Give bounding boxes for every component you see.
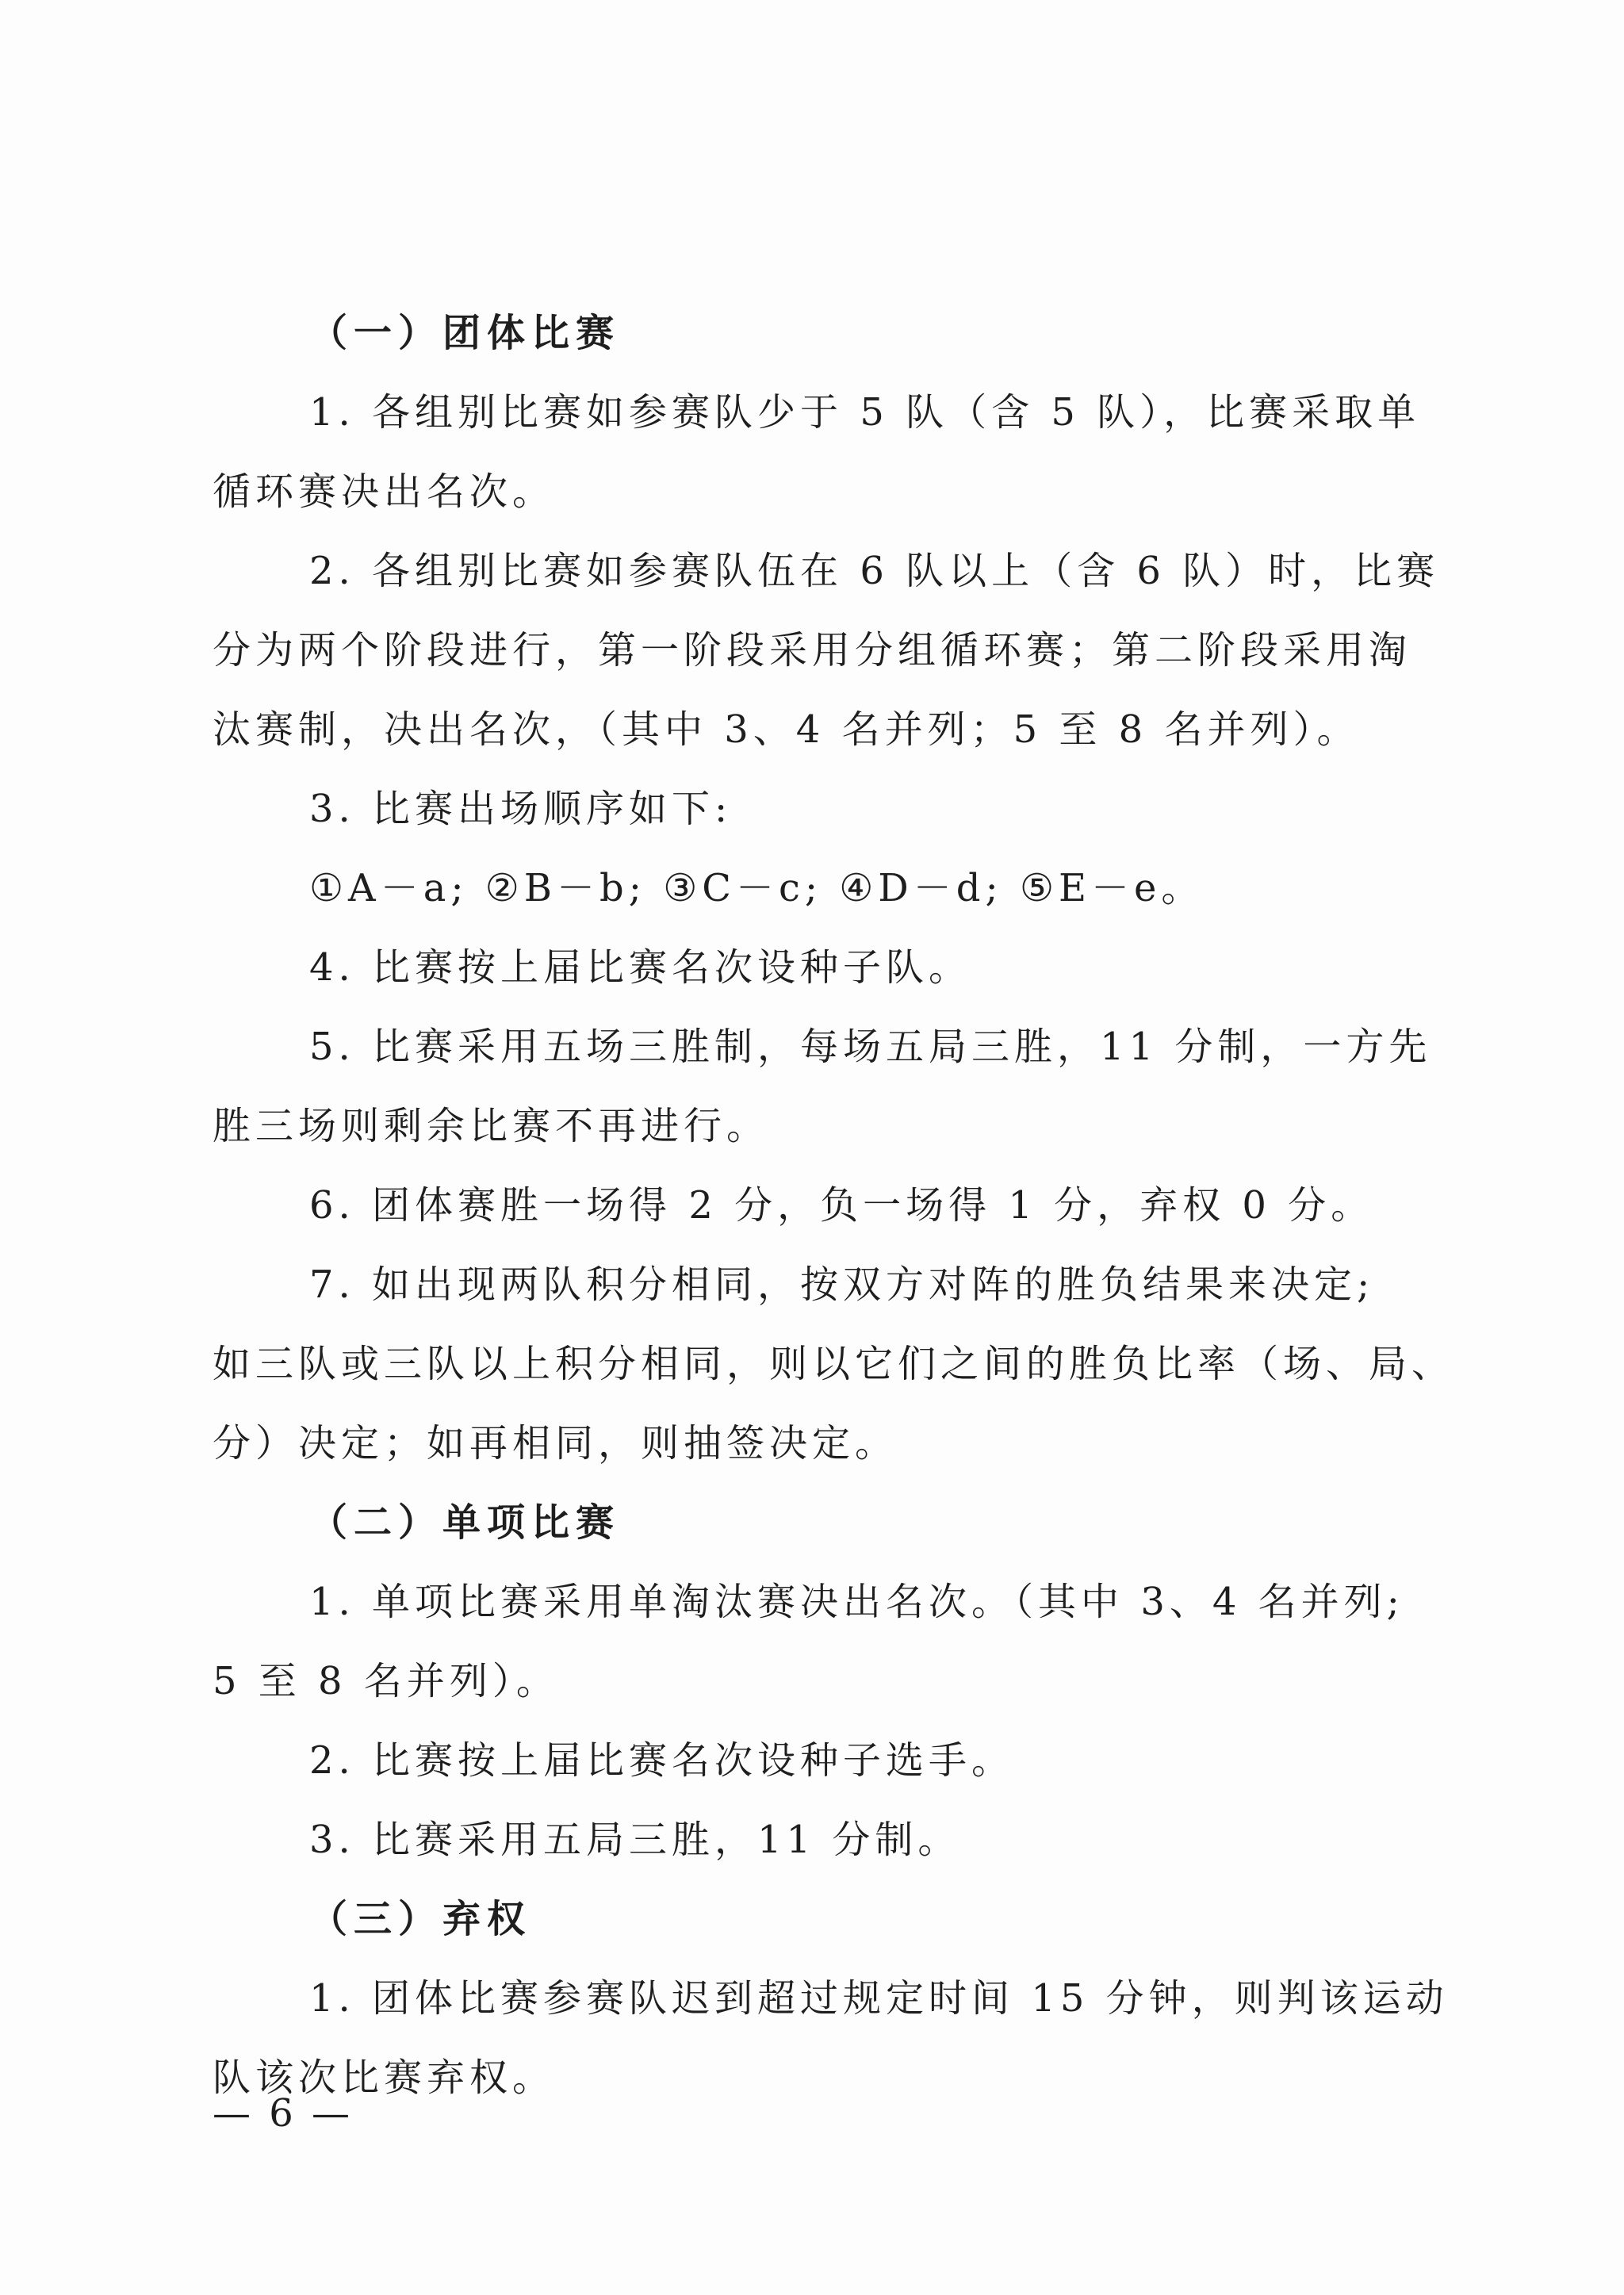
page-number: — 6 — — [213, 2091, 354, 2136]
paragraph-line: 分）决定；如再相同，则抽签决定。 — [213, 1421, 898, 1466]
paragraph-line: 6. 团体赛胜一场得 2 分，负一场得 1 分，弃权 0 分。 — [309, 1183, 1374, 1228]
paragraph-line: 队该次比赛弃权。 — [213, 2056, 556, 2100]
paragraph-line: 循环赛决出名次。 — [213, 469, 556, 514]
paragraph-line: 如三队或三队以上积分相同，则以它们之间的胜负比率（场、局、 — [213, 1342, 1455, 1386]
paragraph-line: 1. 团体比赛参赛队迟到超过规定时间 15 分钟，则判该运动 — [309, 1976, 1449, 2021]
paragraph-line: 5 至 8 名并列）。 — [213, 1659, 559, 1703]
section-heading-team: （一）团体比赛 — [309, 311, 621, 355]
paragraph-line: 3. 比赛采用五局三胜，11 分制。 — [309, 1818, 961, 1862]
section-heading-forfeit: （三）弃权 — [309, 1897, 532, 1941]
section-heading-individual: （二）单项比赛 — [309, 1500, 621, 1545]
paragraph-line: 2. 各组别比赛如参赛队伍在 6 队以上（含 6 队）时，比赛 — [309, 549, 1440, 593]
paragraph-line: 4. 比赛按上届比赛名次设种子队。 — [309, 945, 972, 990]
paragraph-line: 7. 如出现两队积分相同，按双方对阵的胜负结果来决定; — [309, 1262, 1375, 1307]
paragraph-line: 汰赛制，决出名次，（其中 3、4 名并列；5 至 8 名并列）。 — [213, 707, 1360, 752]
paragraph-line: 3. 比赛出场顺序如下: — [309, 787, 733, 831]
paragraph-line: 1. 各组别比赛如参赛队少于 5 队（含 5 队），比赛采取单 — [309, 390, 1421, 435]
paragraph-line: 2. 比赛按上届比赛名次设种子选手。 — [309, 1738, 1015, 1783]
paragraph-line: 5. 比赛采用五场三胜制，每场五局三胜，11 分制，一方先 — [309, 1025, 1432, 1069]
paragraph-line: 分为两个阶段进行，第一阶段采用分组循环赛；第二阶段采用淘 — [213, 628, 1412, 672]
paragraph-line: ①A－a; ②B－b; ③C－c; ④D－d; ⑤E－e。 — [309, 866, 1205, 910]
paragraph-line: 1. 单项比赛采用单淘汰赛决出名次。（其中 3、4 名并列; — [309, 1580, 1404, 1624]
paragraph-line: 胜三场则剩余比赛不再进行。 — [213, 1104, 770, 1148]
